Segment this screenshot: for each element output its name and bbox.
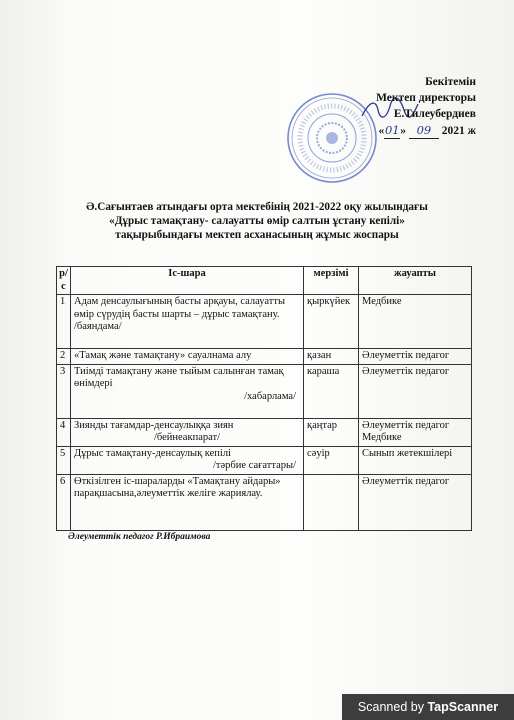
approval-director-name: Е.Тилеубердиев — [393, 108, 476, 120]
work-plan-table — [56, 266, 472, 531]
activity-note: /бейнеакпарат/ — [154, 432, 220, 443]
row-responsible: Медбике — [359, 295, 472, 349]
approval-position: Мектеп директоры — [376, 92, 476, 104]
date-quote-close: » — [400, 125, 407, 137]
activity-note: /хабарлама/ — [244, 390, 296, 402]
title-line-3: тақырыбындағы мектеп асханасының жұмыс жоспары — [115, 229, 399, 241]
signoff-line: Әлеуметтік педагог Р.Ибраимова — [68, 532, 211, 542]
row-activity: «Тамақ және тамақтану» сауалнама алу — [71, 349, 304, 365]
table-header-row — [57, 267, 472, 295]
table-row — [57, 295, 472, 349]
activity-text: Зиянды тағамдар-денсаулыққа зиян — [74, 419, 234, 431]
row-term: сәуір — [304, 446, 359, 474]
row-term: қазан — [304, 349, 359, 365]
date-day: 01 — [384, 123, 400, 137]
row-term — [304, 474, 359, 530]
activity-text: Адам денсаулығының басты арқауы, салауатты өмір сүрудің басты шарты – дұрыс тамақтану. — [74, 296, 286, 320]
approval-date — [376, 122, 476, 139]
activity-note: /тәрбие сағаттары/ — [213, 460, 296, 471]
watermark-prefix: Scanned by — [357, 700, 424, 714]
row-number: 3 — [57, 364, 71, 418]
title-line-2: «Дұрыс тамақтану- салауатты өмір салтын ұстану кепілі» — [109, 215, 405, 227]
row-activity — [71, 446, 304, 474]
activity-note: /баяндама/ — [74, 321, 122, 332]
row-activity — [71, 418, 304, 446]
row-number: 5 — [57, 446, 71, 474]
row-activity — [71, 364, 304, 418]
row-number: 1 — [57, 295, 71, 349]
activity-text: Дұрыс тамақтану-денсаулық кепілі — [74, 447, 231, 459]
row-term: караша — [304, 364, 359, 418]
header-number: р/с — [57, 267, 71, 295]
row-number: 2 — [57, 349, 71, 365]
table-row — [57, 446, 472, 474]
row-responsible: Әлеуметтік педагог — [359, 474, 472, 530]
row-responsible: Сынып жетекшілері — [359, 446, 472, 474]
row-responsible — [359, 418, 472, 446]
title-line-1: Ә.Сағынтаев атындағы орта мектебінің 2021-2022 оқу жылындағы — [86, 201, 428, 213]
date-month: 09 — [409, 122, 439, 139]
row-responsible: Әлеуметтік педагог — [359, 364, 472, 418]
watermark-brand: TapScanner — [427, 700, 499, 714]
header-term: мерзімі — [304, 267, 359, 295]
responsible-primary: Әлеуметтік педагог — [362, 419, 450, 431]
table-row — [57, 474, 472, 530]
row-activity — [71, 295, 304, 349]
table-row — [57, 364, 472, 418]
approval-title: Бекітемін — [425, 76, 476, 88]
table-row — [57, 349, 472, 365]
header-responsible: жауапты — [359, 267, 472, 295]
row-number: 6 — [57, 474, 71, 530]
document-title — [40, 200, 474, 242]
row-responsible: Әлеуметтік педагог — [359, 349, 472, 365]
row-number: 4 — [57, 418, 71, 446]
row-term: қыркүйек — [304, 295, 359, 349]
table-row — [57, 418, 472, 446]
activity-text: Тиімді тамақтану және тыйым салынған тамақ өнімдері — [74, 365, 284, 389]
date-quote-open: « — [378, 125, 385, 137]
date-year: 2021 ж — [441, 125, 476, 137]
scanner-watermark — [342, 694, 514, 720]
header-activity: Іс-шара — [71, 267, 304, 295]
row-term: қаңтар — [304, 418, 359, 446]
row-activity: Өткізілген іс-шараларды «Тамақтану айдары» парақшасына,әлеуметтік желіге жариялау. — [71, 474, 304, 530]
responsible-secondary: Медбике — [362, 432, 402, 443]
approval-block — [376, 74, 476, 139]
